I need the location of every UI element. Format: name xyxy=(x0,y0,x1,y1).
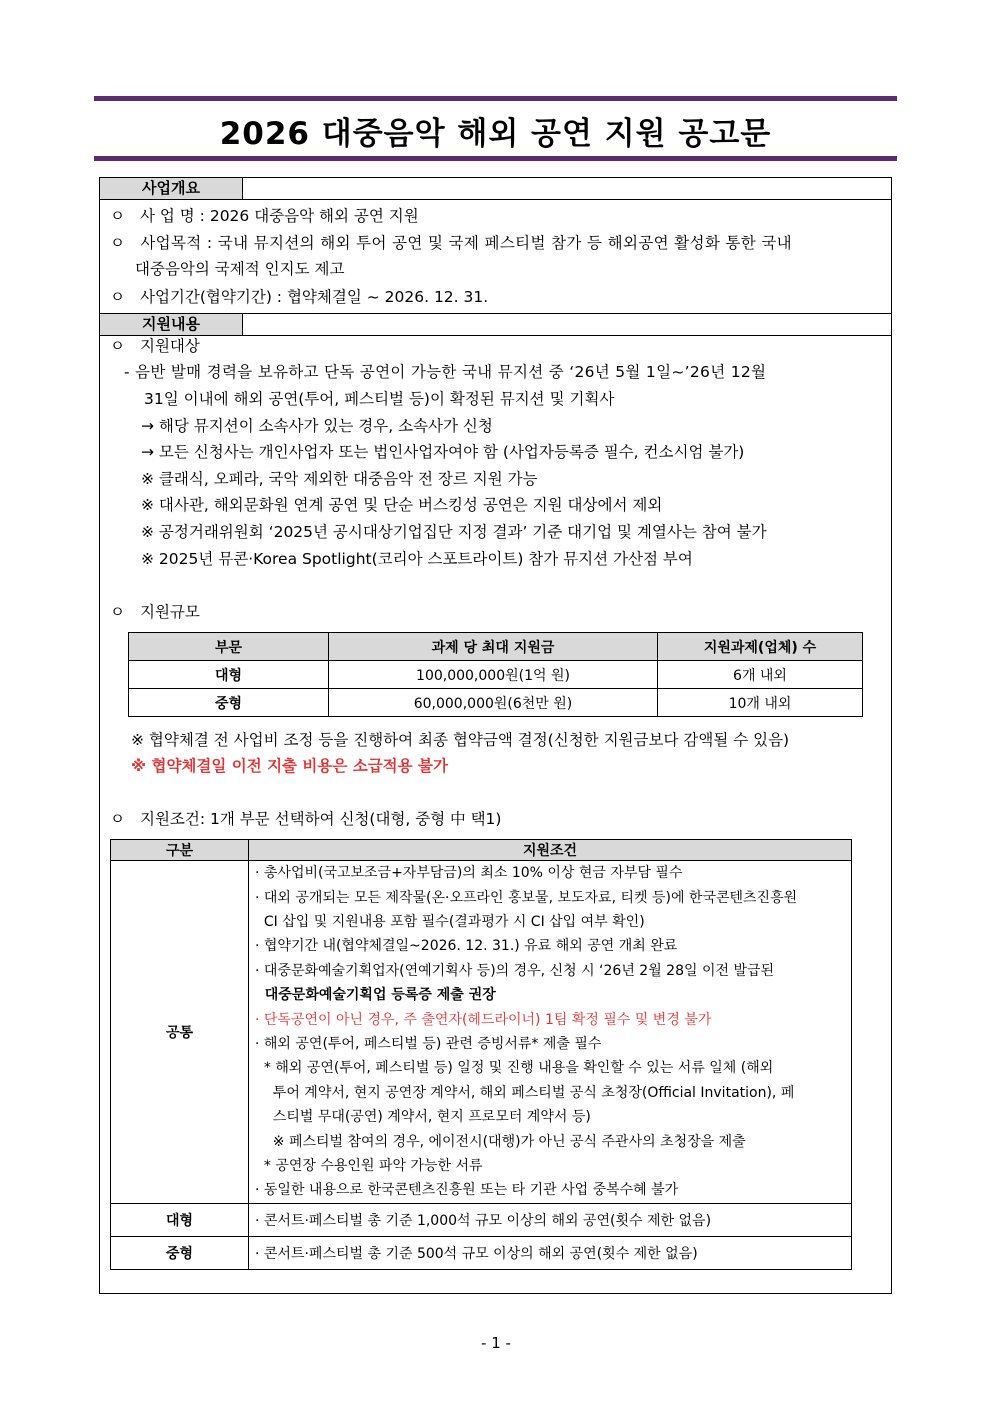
table-row xyxy=(111,1237,852,1270)
common-label: 공통 xyxy=(111,861,249,1204)
condition-line: CI 삽입 및 지원내용 포함 필수(결과평가 시 CI 삽입 여부 확인) xyxy=(255,913,645,930)
condition-line: 스티벌 무대(공연) 계약서, 현지 프로모터 계약서 등) xyxy=(255,1109,591,1126)
common-conditions xyxy=(249,861,852,1204)
large-label: 대형 xyxy=(111,1204,249,1237)
condition-col-header: 구분 xyxy=(111,840,249,861)
condition-line: · 대중문화예술기획업자(연예기획사 등)의 경우, 신청 시 ‘26년 2월 28일 이전 발급된 xyxy=(255,962,775,979)
scale-cell: 중형 xyxy=(129,689,329,717)
title-bottom-bar xyxy=(94,156,897,161)
condition-line: · 총사업비(국고보조금+자부담금)의 최소 10% 이상 현금 자부담 필수 xyxy=(255,865,683,882)
condition-table-header xyxy=(111,840,852,861)
scale-warning: ※ 협약체결일 이전 지출 비용은 소급적용 불가 xyxy=(131,757,448,775)
page-number: - 1 - xyxy=(481,1334,511,1352)
target-title: ㅇ 지원대상 xyxy=(110,337,200,355)
target-line: ※ 클래식, 오페라, 국악 제외한 대중음악 전 장르 지원 가능 xyxy=(141,470,538,488)
condition-line: 투어 계약서, 현지 공연장 계약서, 해외 페스티벌 공식 초청장(Official Invitation), 페 xyxy=(255,1084,795,1101)
title-top-bar xyxy=(94,96,897,101)
overview-purpose-cont: 대중음악의 국제적 인지도 제고 xyxy=(135,260,345,278)
target-line: → 모든 신청사는 개인사업자 또는 법인사업자여야 함 (사업자등록증 필수, 컨소시엄 불가) xyxy=(141,443,745,461)
scale-note: ※ 협약체결 전 사업비 조정 등을 진행하여 최종 협약금액 결정(신청한 지원금보다 감액될 수 있음) xyxy=(131,731,790,749)
target-line: ※ 대사관, 해외문화원 연계 공연 및 단순 버스킹성 공연은 지원 대상에서 제외 xyxy=(141,496,663,514)
target-line: → 해당 뮤지션이 소속사가 있는 경우, 소속사가 신청 xyxy=(141,417,493,435)
condition-line: * 해외 공연(투어, 페스티벌 등) 일정 및 진행 내용을 확인할 수 있는 서류 일체 (해외 xyxy=(255,1060,774,1077)
condition-line: · 단독공연이 아닌 경우, 주 출연자(헤드라이너) 1팀 확정 필수 및 변경 불가 xyxy=(255,1011,712,1028)
table-row xyxy=(129,689,863,717)
scale-cell: 6개 내외 xyxy=(658,661,863,689)
condition-line: · 협약기간 내(협약체결일~2026. 12. 31.) 유료 해외 공연 개최 완료 xyxy=(255,938,678,955)
table-row xyxy=(129,661,863,689)
condition-line: · 동일한 내용으로 한국콘텐츠진흥원 또는 타 기관 사업 중복수혜 불가 xyxy=(255,1182,679,1199)
scale-cell: 10개 내외 xyxy=(658,689,863,717)
table-row xyxy=(111,861,852,1204)
overview-name: ㅇ 사 업 명 : 2026 대중음악 해외 공연 지원 xyxy=(110,207,419,225)
overview-header xyxy=(100,178,891,200)
scale-table xyxy=(128,632,863,717)
condition-line: · 해외 공연(투어, 페스티벌 등) 관련 증빙서류* 제출 필수 xyxy=(255,1036,602,1052)
overview-period: ㅇ 사업기간(협약기간) : 협약체결일 ~ 2026. 12. 31. xyxy=(110,288,489,306)
condition-line: · 대외 공개되는 모든 제작물(온·오프라인 홍보물, 보도자료, 티켓 등)에 한국콘텐츠진흥원 xyxy=(255,889,798,906)
scale-table-header xyxy=(129,633,863,661)
target-line: - 음반 발매 경력을 보유하고 단독 공연이 가능한 국내 뮤지션 중 ‘26년 5월 1일~’26년 12월 xyxy=(124,363,767,381)
scale-cell: 60,000,000원(6천만 원) xyxy=(329,689,658,717)
condition-line: ※ 페스티벌 참여의 경우, 에이전시(대행)가 아닌 공식 주관사의 초청장을 제출 xyxy=(255,1133,746,1150)
condition-title: ㅇ 지원조건: 1개 부문 선택하여 신청(대형, 중형 中 택1) xyxy=(110,810,502,828)
scale-cell: 대형 xyxy=(129,661,329,689)
support-label: 지원내용 xyxy=(100,314,243,335)
table-row xyxy=(111,1204,852,1237)
condition-col-header: 지원조건 xyxy=(249,840,852,861)
large-condition: · 콘서트·페스티벌 총 기준 1,000석 규모 이상의 해외 공연(횟수 제한 없음) xyxy=(249,1204,852,1237)
scale-col-header: 지원과제(업체) 수 xyxy=(658,633,863,661)
medium-label: 중형 xyxy=(111,1237,249,1270)
scale-col-header: 부문 xyxy=(129,633,329,661)
condition-line: 대중문화예술기획업 등록증 제출 권장 xyxy=(255,987,496,1004)
target-line: ※ 2025년 뮤콘·Korea Spotlight(코리아 스포트라이트) 참가 뮤지션 가산점 부여 xyxy=(141,550,693,568)
target-line: ※ 공정거래위원회 ‘2025년 공시대상기업집단 지정 결과’ 기준 대기업 및 계열사는 참여 불가 xyxy=(141,523,767,541)
overview-label: 사업개요 xyxy=(100,178,243,199)
condition-line: * 공연장 수용인원 파악 가능한 서류 xyxy=(255,1158,483,1175)
scale-title: ㅇ 지원규모 xyxy=(110,603,200,621)
overview-purpose: ㅇ 사업목적 : 국내 뮤지션의 해외 투어 공연 및 국제 페스티벌 참가 등 해외공연 활성화 통한 국내 xyxy=(110,234,793,252)
condition-table xyxy=(110,839,852,1270)
medium-condition: · 콘서트·페스티벌 총 기준 500석 규모 이상의 해외 공연(횟수 제한 없음) xyxy=(249,1237,852,1270)
scale-col-header: 과제 당 최대 지원금 xyxy=(329,633,658,661)
page-title: 2026 대중음악 해외 공연 지원 공고문 xyxy=(219,116,772,152)
scale-cell: 100,000,000원(1억 원) xyxy=(329,661,658,689)
target-line: 31일 이내에 해외 공연(투어, 페스티벌 등)이 확정된 뮤지션 및 기획사 xyxy=(144,390,615,408)
support-header xyxy=(100,313,891,336)
